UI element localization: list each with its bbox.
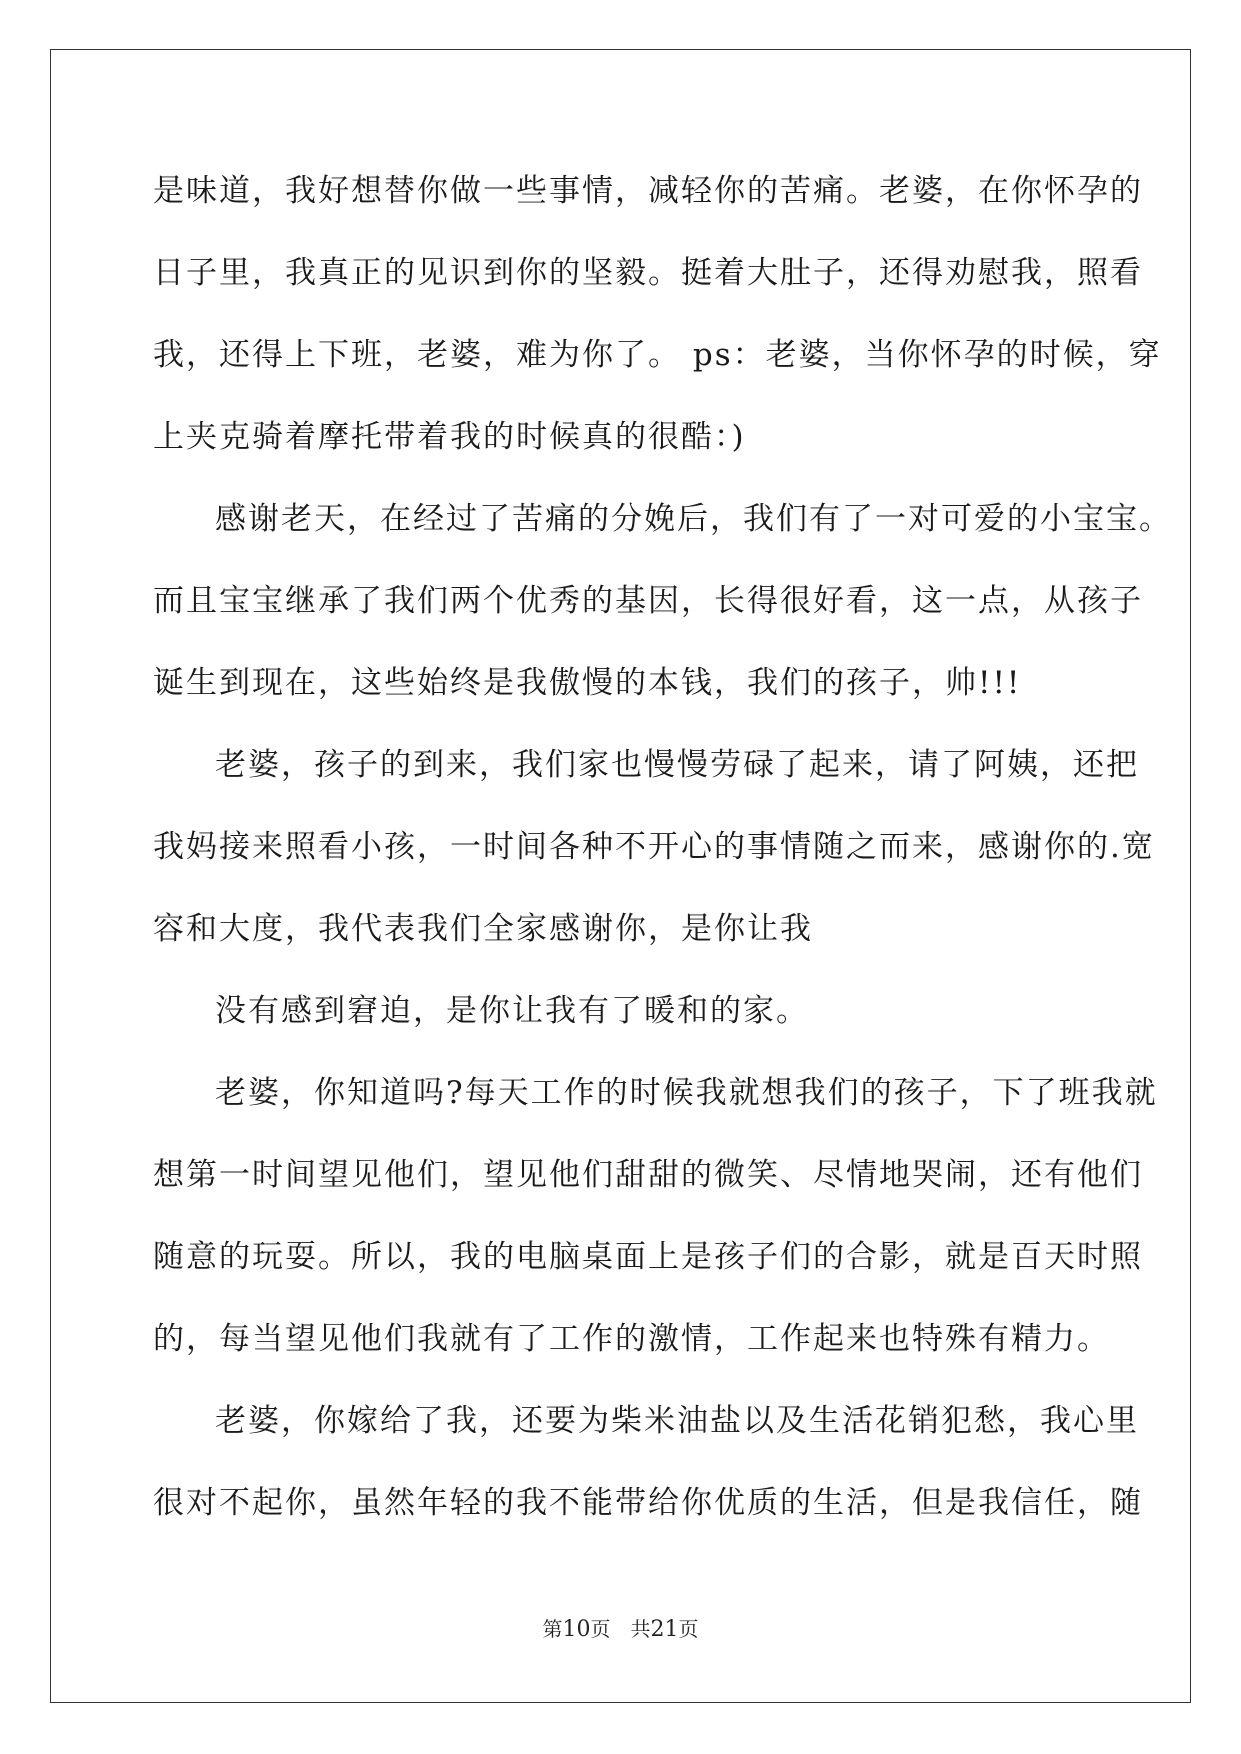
page-footer [0, 1613, 1241, 1642]
text-line: 的，每当望见他们我就有了工作的激情，工作起来也特殊有精力。 [153, 1321, 1110, 1357]
total-prefix: 共 [630, 1617, 651, 1641]
text-line: 我妈接来照看小孩，一时间各种不开心的事情随之而来，感谢你的.宽 [153, 829, 1155, 865]
text-line: 感谢老天，在经过了苦痛的分娩后，我们有了一对可爱的小宝宝。 [215, 501, 1172, 537]
text-line: 日子里，我真正的见识到你的坚毅。挺着大肚子，还得劝慰我，照看 [153, 255, 1143, 291]
total-suffix: 页 [678, 1617, 699, 1641]
text-line: 容和大度，我代表我们全家感谢你，是你让我 [153, 911, 813, 947]
text-line: 老婆，你嫁给了我，还要为柴米油盐以及生活花销犯愁，我心里 [215, 1403, 1139, 1439]
text-line: 随意的玩耍。所以，我的电脑桌面上是孩子们的合影，就是百天时照 [153, 1239, 1143, 1275]
document-body [153, 160, 1172, 1554]
page-prefix: 第 [542, 1617, 563, 1641]
current-page-number: 10 [562, 1617, 591, 1642]
text-line: 没有感到窘迫，是你让我有了暖和的家。 [215, 993, 809, 1029]
text-line: 想第一时间望见他们，望见他们甜甜的微笑、尽情地哭闹，还有他们 [153, 1157, 1143, 1193]
page-suffix: 页 [590, 1617, 611, 1641]
text-line: 老婆，孩子的到来，我们家也慢慢劳碌了起来，请了阿姨，还把 [215, 747, 1139, 783]
text-line: 上夹克骑着摩托带着我的时候真的很酷：) [153, 419, 746, 455]
text-line: 我，还得上下班，老婆，难为你了。 ps：老婆，当你怀孕的时候，穿 [153, 337, 1162, 373]
text-line: 而且宝宝继承了我们两个优秀的基因，长得很好看，这一点，从孩子 [153, 583, 1143, 619]
text-line: 很对不起你，虽然年轻的我不能带给你优质的生活，但是我信任，随 [153, 1485, 1143, 1521]
text-line: 是味道，我好想替你做一些事情，减轻你的苦痛。老婆，在你怀孕的 [153, 173, 1143, 209]
text-line: 老婆，你知道吗?每天工作的时候我就想我们的孩子，下了班我就 [215, 1075, 1158, 1111]
total-page-count: 21 [650, 1617, 679, 1642]
text-line: 诞生到现在，这些始终是我傲慢的本钱，我们的孩子，帅!!! [153, 665, 1022, 701]
